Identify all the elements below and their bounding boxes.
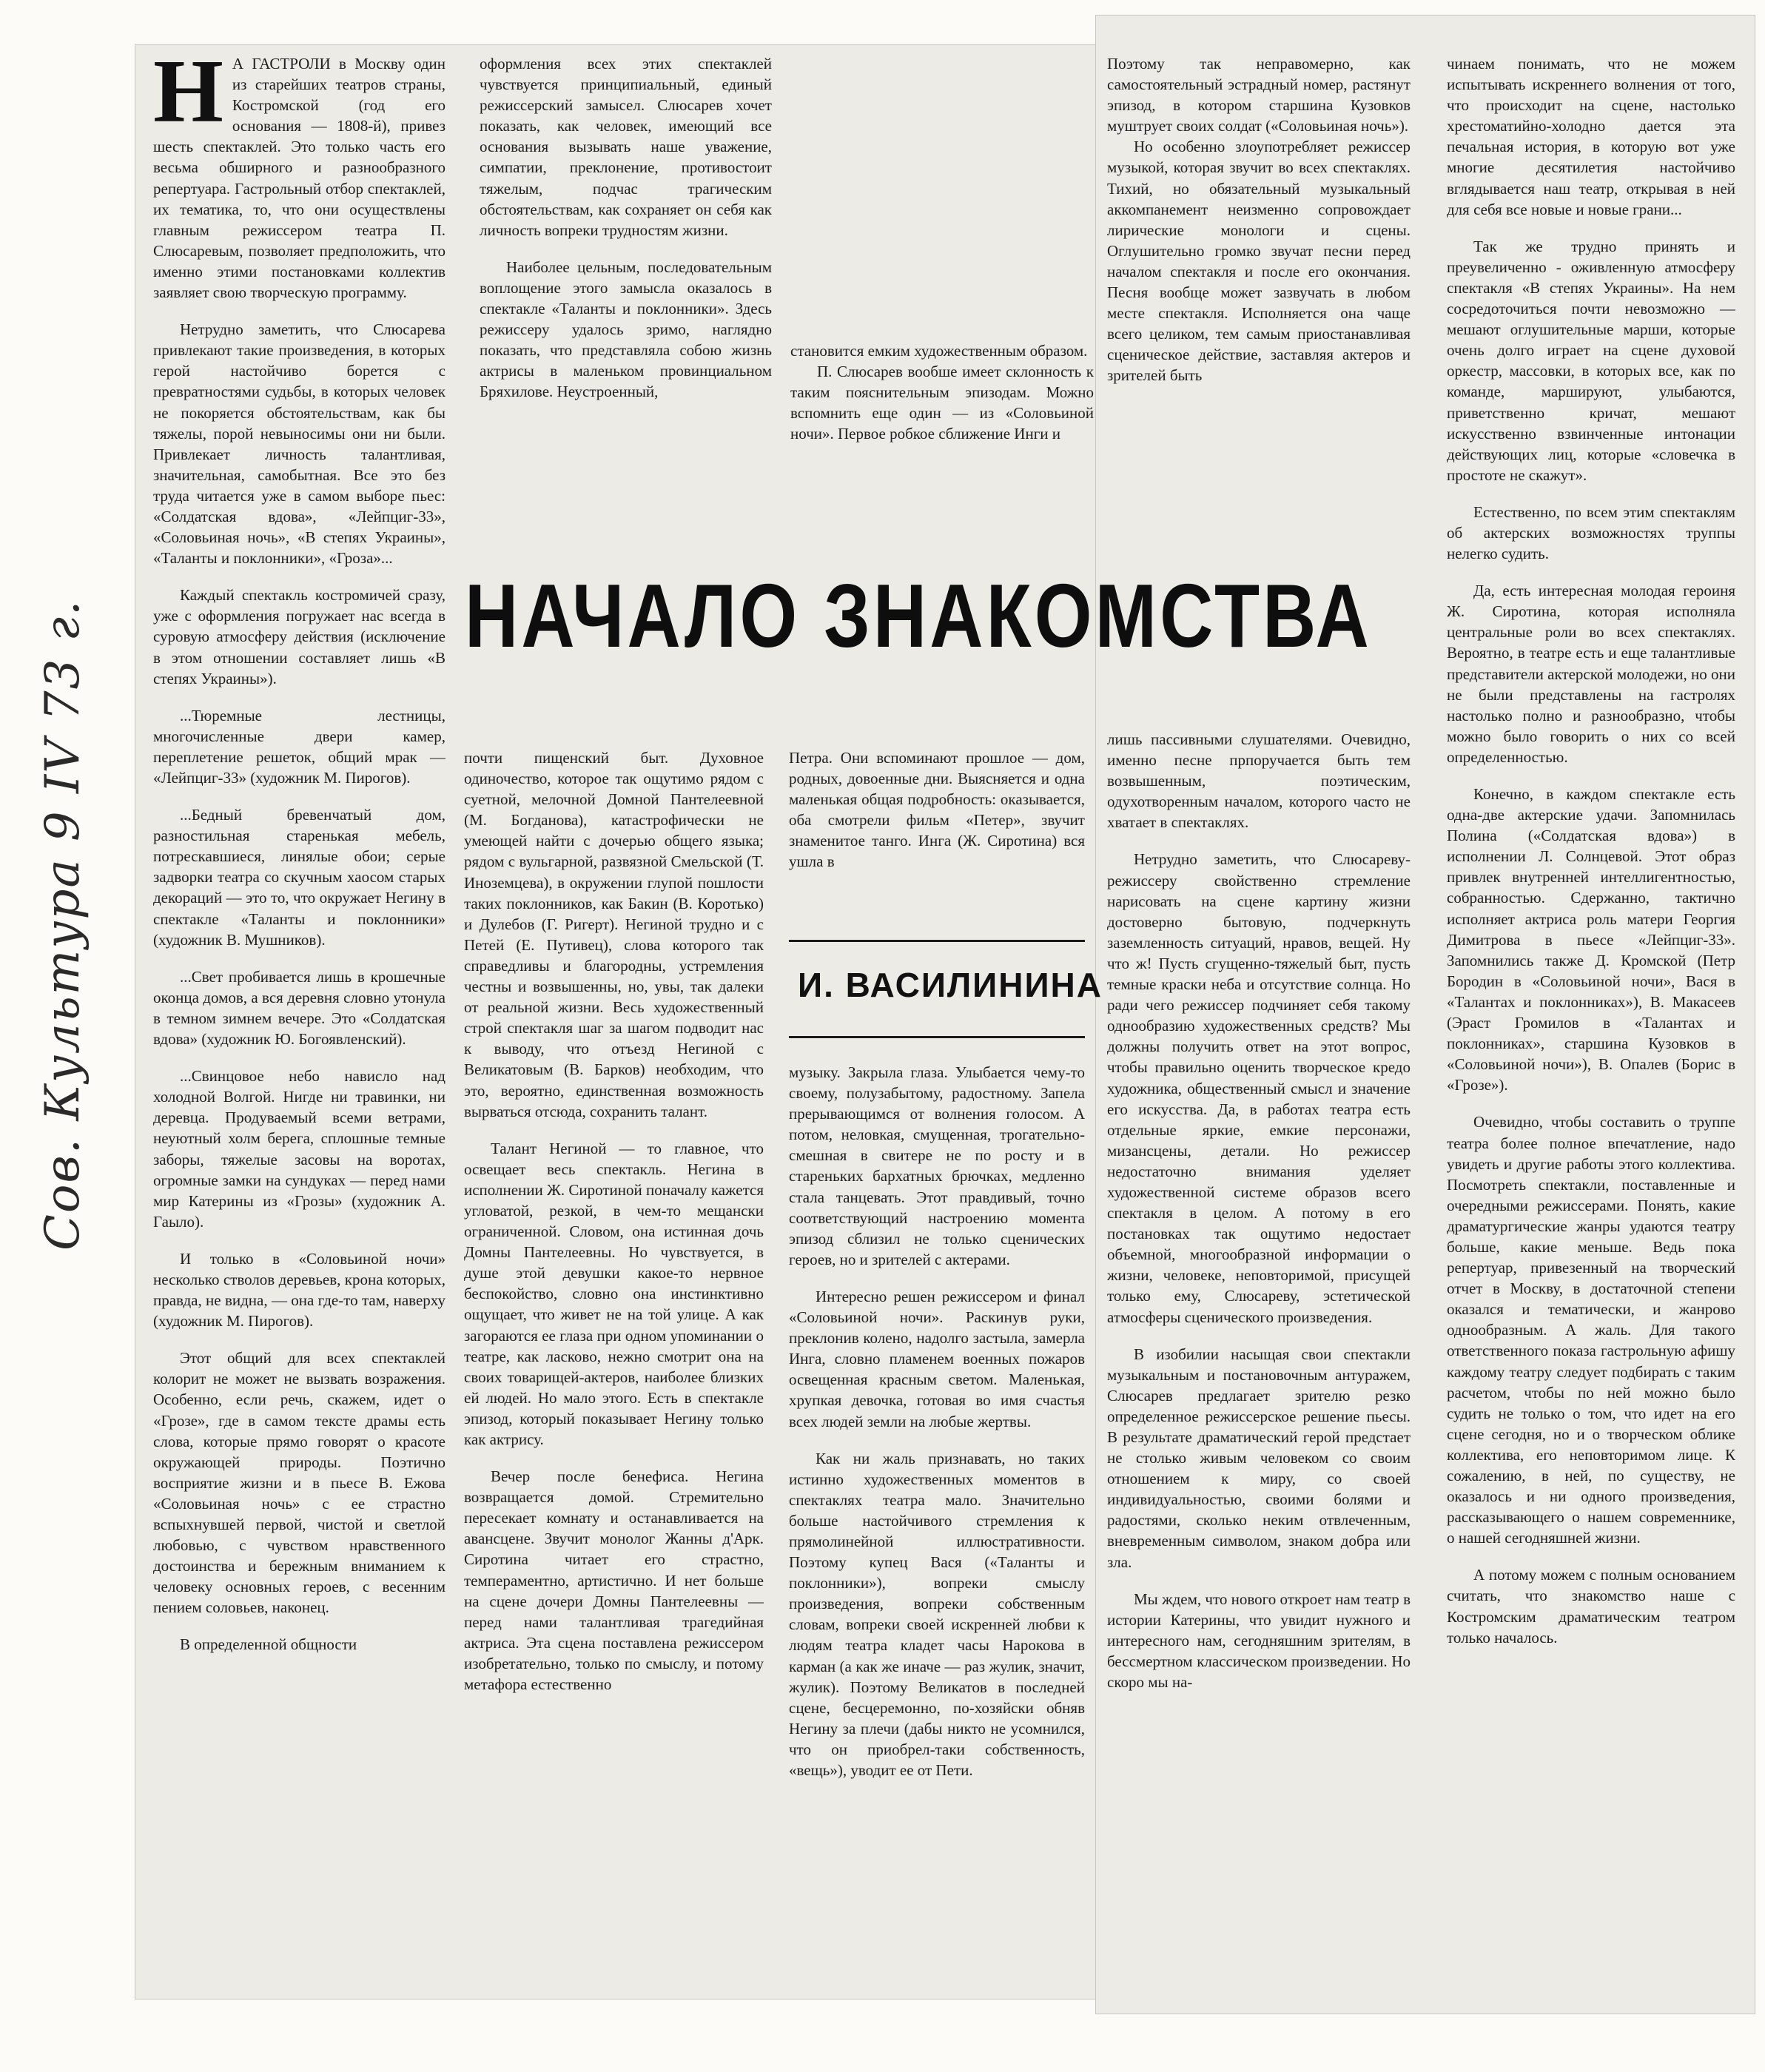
paragraph: Интересно решен режиссером и финал «Соловьиной ночи». Раскинув руки, преклонив колено, надолго застыла, замерла Инга, словно пламенем военных пожаров освещенная красным светом. Маленькая, хрупкая девочка, готовая во имя счастья всех людей земли на любые жертвы.	[789, 1287, 1085, 1430]
paragraph: Нетрудно заметить, что Слюсареву-режиссеру свойственно стремление нарисовать на сцене картину жизни достоверно бытовую, подчеркнуть заземленность ситуаций, нравов, вещей. Ну что ж! Пусть сгущенно-тяжелый быт, пусть темные краски неба и отсутствие солнца. Но ради чего режиссер подчиняет себя такому однообразию художественных средств? Мы должны получить ответ на этот вопрос, чтобы правильно оценить творческое кредо художника, общественный смысл и значение его искусства. Да, в работах театра есть отдельные яркие, емкие персонажи, мизансцены, детали. Но режиссер недостаточно внимания уделяет художественной системе образов всего спектакля в целом. А потому в его постановках так ощутимо недостает объемной, многообразной информации о жизни, человеке, неповторимой, присущей только ему, Слюсареву, эстетической атмосферы сценического произведения.	[1107, 850, 1411, 1326]
paragraph: ...Свинцовое небо нависло над холодной Волгой. Нигде ни травинки, ни деревца. Продуваемый всеми ветрами, неуютный холм берега, сплошные темные заборы, тяжелые засовы на воротах, огромные замки на сундуках — перед нами мир Катерины из «Грозы» (художник А. Гаыло).	[153, 1067, 446, 1231]
paragraph: ...Тюремные лестницы, многочисленные двери камер, переплетение решеток, общий мрак — «Лейпциг-33» (художник М. Пирогов).	[153, 706, 446, 787]
paragraph: В изобилии насыщая свои спектакли музыкальным и постановочным антуражем, Слюсарев предлагает зрителю резко определенное режиссерское решение пьесы. В результате драматический герой предстает не столько живым человеком со своим отношением к миру, со своей индивидуальностью, своими болями и радостями, сколько неким отвлеченным, вневременным символом, знаком добра или зла.	[1107, 1345, 1411, 1571]
drop-cap: Н	[153, 53, 223, 141]
paragraph: Поэтому так неправомерно, как самостоятельный эстрадный номер, растянут эпизод, в котором старшина Кузовков муштрует своих солдат («Соловьиная ночь»).	[1107, 55, 1411, 135]
paragraph: лишь пассивными слушателями. Очевидно, именно песне прпоручается быть тем возвышенным, поэтическим, одухотворенным началом, которого часто не хватает в спектаклях.	[1107, 730, 1411, 832]
paragraph: Так же трудно принять и преувеличенно - оживленную атмосферу спектакля «В степях Украины». На нем сосредоточиться почти невозможно — мешают оглушительные марши, которые очень долго играет на сцене духовой оркестр, массовки, в которых все, как по команде, маршируют, улыбаются, приветственно кричат, мешают искусственно взвинченные интонации действующих лиц, которые «словечка в простоте не скажут».	[1447, 237, 1735, 484]
paragraph: Конечно, в каждом спектакле есть одна-две актерские удачи. Запомнилась Полина («Солдатская вдова») в исполнении Л. Солнцевой. Этот образ привлек внутренней интеллигентностью, собранностью. Сдержанно, тактично исполняет актриса роль матери Георгия Димитрова в пьесе «Лейпциг-33». Запомнились также Д. Кромской (Петр Бородин в «Соловьиной ночи», Вася в «Талантах и поклонниках»), В. Макасеев (Эраст Громилов в «Талантах и поклонниках», старшина Кузовков в «Соловьиной ночи»), В. Опалев (Борис в «Грозе»).	[1447, 785, 1735, 1094]
handwritten-source-note: Сов. Культура 9 IV 73 г.	[36, 599, 90, 1251]
paragraph: Наиболее цельным, последовательным воплощение этого замысла оказалось в спектакле «Таланты и поклонники». Здесь режиссеру удалось зримо, наглядно показать, что представляла собою жизнь актрисы в маленьком провинциальном Бряхилове. Неустроенный,	[480, 258, 772, 401]
article-column-3-middle	[789, 747, 1085, 877]
paragraph: почти пищенский быт. Духовное одиночество, которое так ощутимо рядом с суетной, мелочной Домной Пантелеевной (М. Богданова), катастрофически не умеющей найти с дочерью общего языка; рядом с вульгарной, развязной Смельской (Т. Иноземцева), в окружении глупой пошлости таких поклонников, как Бакин (В. Коротько) и Дулебов (Г. Ригерт). Негиной трудно и с Петей (Е. Путивец), слова которого так справедливы и благородны, устремления честны и возвышенны, но, увы, так далеки от реальной жизни. Весь художественный строй спектакля шаг за шагом подводит нас к выводу, что отъезд Негиной с Великатовым (В. Барков) необходим, что это, вероятно, единственная возможность вырваться отсюда, сохранить талант.	[464, 749, 764, 1120]
paragraph: становится емким художественным образом.	[790, 342, 1088, 360]
paragraph: музыку. Закрыла глаза. Улыбается чему-то своему, полузабытому, радостному. Запела прерывающимся от волнения голосом. А потом, неловкая, смущенная, трогательно-смешная в свитере не по росту и в стареньких бархатных брючках, медленно стала танцевать. Этот правдивый, точно соответствующий настроению момента эпизод сблизил не только сценических героев, но и зрителей с актерами.	[789, 1063, 1085, 1268]
paragraph: Н А ГАСТРОЛИ в Москву один из старейших театров страны, Костромской (год его основания — 1808-й), привез шесть спектаклей. Это только часть его весьма обширного и разнообразного репертуара. Гастрольный отбор спектаклей, их тематика, то, что они осуществлены главным режиссером театра П. Слюсаревым, позволяет предположить, что именно этими постановками коллектив заявляет свою творческую программу.	[153, 53, 446, 302]
paragraph: чинаем понимать, что не можем испытывать искреннего волнения от того, что происходит на сцене, настолько хрестоматийно-холодно дается эта печальная история, в которую вот уже многие десятилетия настойчиво вглядывается наш театр, открывая в ней для себя все новые и новые грани...	[1447, 55, 1735, 218]
paragraph: ...Бедный бревенчатый дом, разностильная старенькая мебель, потрескавшиеся, линялые обои; серые задворки театра со скучным хаосом старых декораций — это то, что окружает Негину в спектакле «Таланты и поклонники» (художник В. Мушников).	[153, 806, 446, 949]
paragraph: Нетрудно заметить, что Слюсарева привлекают такие произведения, в которых герой настойчиво борется с превратностями судьбы, в которых человек не покоряется обстоятельствам, как бы тяжелы, порой невыносимы они ни были. Привлекает личность талантливая, значительная, самобытная. Все это без труда читается уже в самом выборе пьес: «Солдатская вдова», «Лейпциг-33», «Соловьиная ночь», «В степях Украины», «Таланты и поклонники», «Гроза»...	[153, 320, 446, 568]
paragraph: В определенной общности	[180, 1635, 357, 1654]
article-column-2-top	[480, 53, 772, 453]
article-column-5	[1447, 53, 1735, 1966]
paragraph: Очевидно, чтобы составить о труппе театра более полное впечатление, надо увидеть и другие работы этого коллектива. Посмотреть спектакли, поставленные и очередными режиссерами. Понять, какие драматургические жанры удаются театру больше, какие меньше. Ведь пока репертуар, привезенный на творческий отчет в Москву, в достаточной степени оказался и тематически, и жанрово однообразным. А жаль. Для такого ответственного показа гастрольную афишу каждому театру следует подбирать с таким расчетом, чтобы по ней можно было судить не только о том, что идет на его сцене сегодня, но и о творческом облике коллектива, его неповторимом лице. К сожалению, в ней, по существу, не оказалось и ни одного произведения, рассказывающего о нашем современнике, о нашей сегодняшней жизни.	[1447, 1113, 1735, 1547]
author-byline: И. ВАСИЛИНИНА	[798, 966, 1103, 1004]
article-column-3-top	[790, 340, 1094, 519]
paragraph: Мы ждем, что нового откроет нам театр в истории Катерины, что увидит нужного и интересного нам, сегодняшним зрителям, в бессмертном классическом произведении. Но скоро мы на-	[1107, 1590, 1411, 1692]
article-column-4-top	[1107, 53, 1411, 512]
article-column-2-bottom	[464, 747, 764, 1954]
paragraph: оформления всех этих спектаклей чувствуется принципиальный, единый режиссерский замысел. Слюсарев хочет показать, как человек, имеющий все основания вызывать наше уважение, симпатии, преклонение, противостоит тяжелым, подчас трагическим обстоятельствам, как сохраняет он себя как личность вопреки трудностям жизни.	[480, 55, 772, 239]
article-column-3-bottom	[789, 1062, 1085, 1954]
paragraph: Как ни жаль признавать, но таких истинно художественных моментов в спектаклях театра мало. Значительно больше настойчивого стремления к прямолинейной иллюстративности. Поэтому купец Вася («Таланты и поклонники»), вопреки смыслу произведения, вопреки собственным словам, вопреки своей искренней любви к людям театра кладет часы Нарокова в карман (а как же иначе — раз жулик, значит, жулик). Поэтому Великатов в последней сцене, бесцеремонно, по-хозяйски обняв Негину за плечи (дабы никто не усомнился, что он приобрел-таки собственность, «вещь»), уводит ее от Пети.	[789, 1449, 1085, 1779]
byline-block	[789, 897, 1103, 1045]
paragraph: Но особенно злоупотребляет режиссер музыкой, которая звучит во всех спектаклях. Тихий, но обязательный музыкальный аккомпанемент неизменно сопровождает лирические монологи и сцены. Оглушительно громко звучат песни перед началом спектакля и после его окончания. Песня вообще может зазвучать в любом месте спектакля. Исполняется она чаще всего целиком, тем самым приостанавливая сценическое действие, заставляя актеров и зрителей быть	[1107, 138, 1411, 385]
paragraph: И только в «Соловьиной ночи» несколько стволов деревьев, крона которых, правда, не видна, — она где-то там, наверху (художник М. Пирогов).	[153, 1249, 446, 1331]
paragraph: Вечер после бенефиса. Негина возвращается домой. Стремительно пересекает комнату и останавливается на авансцене. Звучит монолог Жанны д'Арк. Сиротина читает его страстно, темпераментно, артистично. И нет больше на сцене дочери Домны Пантелеевны — перед нами талантливая трагедийная актриса. Эта сцена поставлена режиссером изобретательно, только по смыслу, и потому метафора естественно	[464, 1467, 764, 1694]
byline-rule-top	[789, 940, 1085, 942]
paragraph: ...Свет пробивается лишь в крошечные оконца домов, а вся деревня словно утонула в темном зимнем вечере. Это «Солдатская вдова» (художник Ю. Богоявленский).	[153, 967, 446, 1049]
article-column-1	[153, 53, 446, 1948]
paragraph: П. Слюсарев вообше имеет склонность к таким пояснительным эпизодам. Можно вспомнить еще один — из «Соловьиной ночи». Первое робкое сближение Инги и	[790, 363, 1094, 443]
byline-rule-bottom	[789, 1036, 1085, 1038]
paragraph: Этот общий для всех спектаклей колорит не может не вызвать возражения. Особенно, если речь, скажем, идет о «Грозе», где в самом тексте драмы есть слова, которые прямо говорят о красоте окружающей природы. Поэтично восприятие жизни и в пьесе В. Ежова «Соловьиная ночь» с ее страстно вспыхнувшей первой, чистой и светлой любовью, с чувством нравственного достоинства и бережным вниманием к человеку основных героев, с весенним пением соловьев, наконец.	[153, 1349, 446, 1617]
paragraph: Естественно, по всем этим спектаклям об актерских возможностях труппы нелегко судить.	[1447, 502, 1735, 563]
paragraph: Каждый спектакль костромичей сразу, уже с оформления погружает нас всегда в суровую атмосферу действия (исключение в этом отношении составляет лишь «В степях Украины»).	[153, 586, 446, 687]
article-headline: НАЧАЛО ЗНАКОМСТВА	[465, 565, 1372, 666]
paragraph: Талант Негиной — то главное, что освещает весь спектакль. Негина в исполнении Ж. Сиротиной поначалу кажется угловатой, резкой, в чем-то мещански ограниченной. Словом, она истинная дочь Домны Пантелеевны. Но чувствуется, в душе этой девушки какое-то нервное беспокойство, словно она инстинктивно ощущает, что живет не на той улице. А как загораются ее глаза при одном упоминании о театре, как ласково, нежно смотрит она на своих товарищей-актеров, наиболее близких ей людей. Но мало этого. Есть в спектакле эпизод, который показывает Негину только как актрису.	[464, 1139, 764, 1448]
paragraph: Петра. Они вспоминают прошлое — дом, родных, довоенные дни. Выясняется и одна маленькая общая подробность: оказывается, оба смотрели фильм «Петер», звучит знаменитое танго. Инга (Ж. Сиротина) вся ушла в	[789, 749, 1085, 871]
article-column-4-bottom	[1107, 729, 1411, 1954]
paragraph: Да, есть интересная молодая героиня Ж. Сиротина, которая исполняла центральные роли во всех спектаклях. Вероятно, в театре есть и еще талантливые представители актерской молодежи, но они не были представлены на гастролях настолько полно и разнообразно, чтобы можно было говорить о них со всей определенностью.	[1447, 582, 1735, 766]
paragraph: А потому можем с полным основанием считать, что знакомство наше с Костромским драматическим театром только началось.	[1447, 1566, 1735, 1646]
